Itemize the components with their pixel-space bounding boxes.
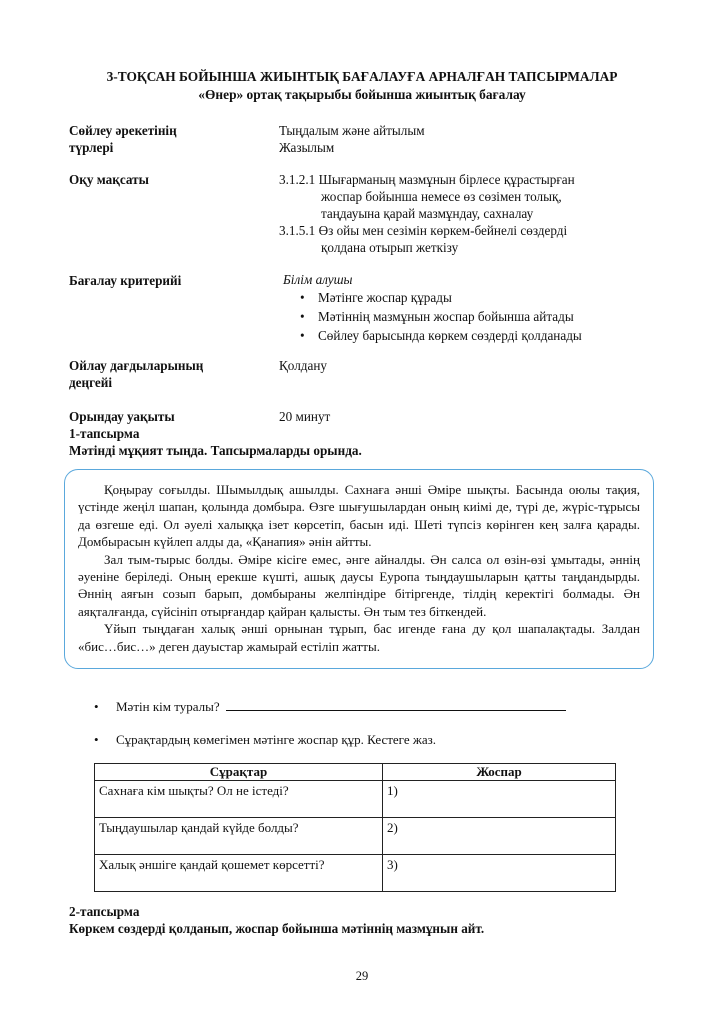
table-question-cell: Сахнаға кім шықты? Ол не істеді? bbox=[95, 781, 383, 818]
table-row bbox=[95, 781, 616, 818]
table-header: Жоспар bbox=[383, 764, 616, 781]
text-paragraph: Қоңырау соғылды. Шымылдық ашылды. Сахнаға әнші Әміре шықты. Басында оюлы тақия, үстінде жеңіл шапан, қолында домбыра. Өзге шығушылардан оның киімі де, түрі де, жүріс-тұрысы да өзгеше еді. Ол әуелі халыққа ізет көрсетіп, басын иді. Шеті түпсіз көрінген кең залға қарады. Домбырасын күйлеп алды да, «Қанапия» әнін айтты. bbox=[78, 482, 640, 550]
listening-text-box bbox=[64, 469, 654, 669]
answer-line[interactable] bbox=[226, 697, 566, 711]
objective-1-line1: 3.1.2.1 Шығарманың мазмұнын бірлесе құрастырған bbox=[279, 172, 575, 187]
table-header: Сұрақтар bbox=[95, 764, 383, 781]
objective-1-line2: жоспар бойынша немесе өз сөзімен толық, bbox=[321, 189, 562, 204]
table-header-row bbox=[95, 764, 616, 781]
table-row bbox=[95, 855, 616, 892]
speech-types-label: Сөйлеу әрекетінің түрлері bbox=[69, 123, 177, 155]
page-subtitle: «Өнер» ортақ тақырыбы бойынша жиынтық бағалау bbox=[198, 87, 526, 102]
table-plan-cell[interactable]: 3) bbox=[383, 855, 616, 892]
objective-2-line1: 3.1.5.1 Өз ойы мен сезімін көркем-бейнелі сөздерді bbox=[279, 223, 568, 238]
criteria-intro: Білім алушы bbox=[283, 272, 353, 287]
question-who-about: • Мәтін кім туралы? bbox=[94, 697, 566, 715]
page-number: 29 bbox=[355, 969, 369, 983]
criteria-item: • Мәтіннің мазмұнын жоспар бойынша айтады bbox=[300, 308, 582, 325]
task2-instruction: Көркем сөздерді қолданып, жоспар бойынша мәтіннің мазмұнын айт. bbox=[69, 921, 485, 936]
criteria-label: Бағалау критерийі bbox=[69, 273, 182, 288]
speech-types-value: Тыңдалым және айтылым Жазылым bbox=[279, 123, 425, 155]
thinking-level-label: Ойлау дағдыларының деңгейі bbox=[69, 358, 204, 390]
criteria-item: • Сөйлеу барысында көркем сөздерді қолданады bbox=[300, 327, 582, 344]
table-row bbox=[95, 818, 616, 855]
criteria-list bbox=[300, 289, 582, 346]
table-plan-cell[interactable]: 1) bbox=[383, 781, 616, 818]
criteria-item: • Мәтінге жоспар құрады bbox=[300, 289, 582, 306]
time-value: 20 минут bbox=[279, 409, 331, 424]
task2-heading: 2-тапсырма bbox=[69, 904, 140, 919]
objectives-list bbox=[279, 171, 649, 256]
plan-table bbox=[94, 763, 616, 892]
task1-heading: 1-тапсырма bbox=[69, 426, 140, 441]
question-make-plan: • Сұрақтардың көмегімен мәтінге жоспар құр. Кестеге жаз. bbox=[94, 732, 436, 747]
table-plan-cell[interactable]: 2) bbox=[383, 818, 616, 855]
text-paragraph: Үйып тыңдаған халық әнші орнынан тұрып, бас игенде ғана ду қол шапалақтады. Залдан «бис…бис…» деген дауыстар жамырай естіліп жатты. bbox=[78, 621, 640, 654]
objective-2-line2: қолдана отырып жеткізу bbox=[321, 240, 459, 255]
text-paragraph: Зал тым-тырыс болды. Әміре кісіге емес, әнге айналды. Ән салса ол өзін-өзі ұмытады, әннің әуеніне беріледі. Оның ерекше күшті, ашық даусы Еуропа тыңдаушыларын қатты таңдандырды. Әннің аяғын созып барып, домбыраны желпіндіре бітіргенде, тілдің керектігі болмады. Ән аяқталғанда, сүйсініп отырғандар қайран қалысты. Ән тым тез біткендей. bbox=[78, 551, 640, 619]
table-question-cell: Тыңдаушылар қандай күйде болды? bbox=[95, 818, 383, 855]
task1-instruction: Мәтінді мұқият тыңда. Тапсырмаларды орында. bbox=[69, 443, 362, 458]
objectives-label: Оқу мақсаты bbox=[69, 172, 149, 187]
thinking-level-value: Қолдану bbox=[279, 358, 328, 373]
page-title: 3-ТОҚСАН БОЙЫНША ЖИЫНТЫҚ БАҒАЛАУҒА АРНАЛҒАН ТАПСЫРМАЛАР bbox=[106, 69, 618, 84]
table-question-cell: Халық әншіге қандай қошемет көрсетті? bbox=[95, 855, 383, 892]
objective-1-line3: таңдауына қарай мазмұндау, сахналау bbox=[321, 206, 534, 221]
time-label: Орындау уақыты bbox=[69, 409, 175, 424]
